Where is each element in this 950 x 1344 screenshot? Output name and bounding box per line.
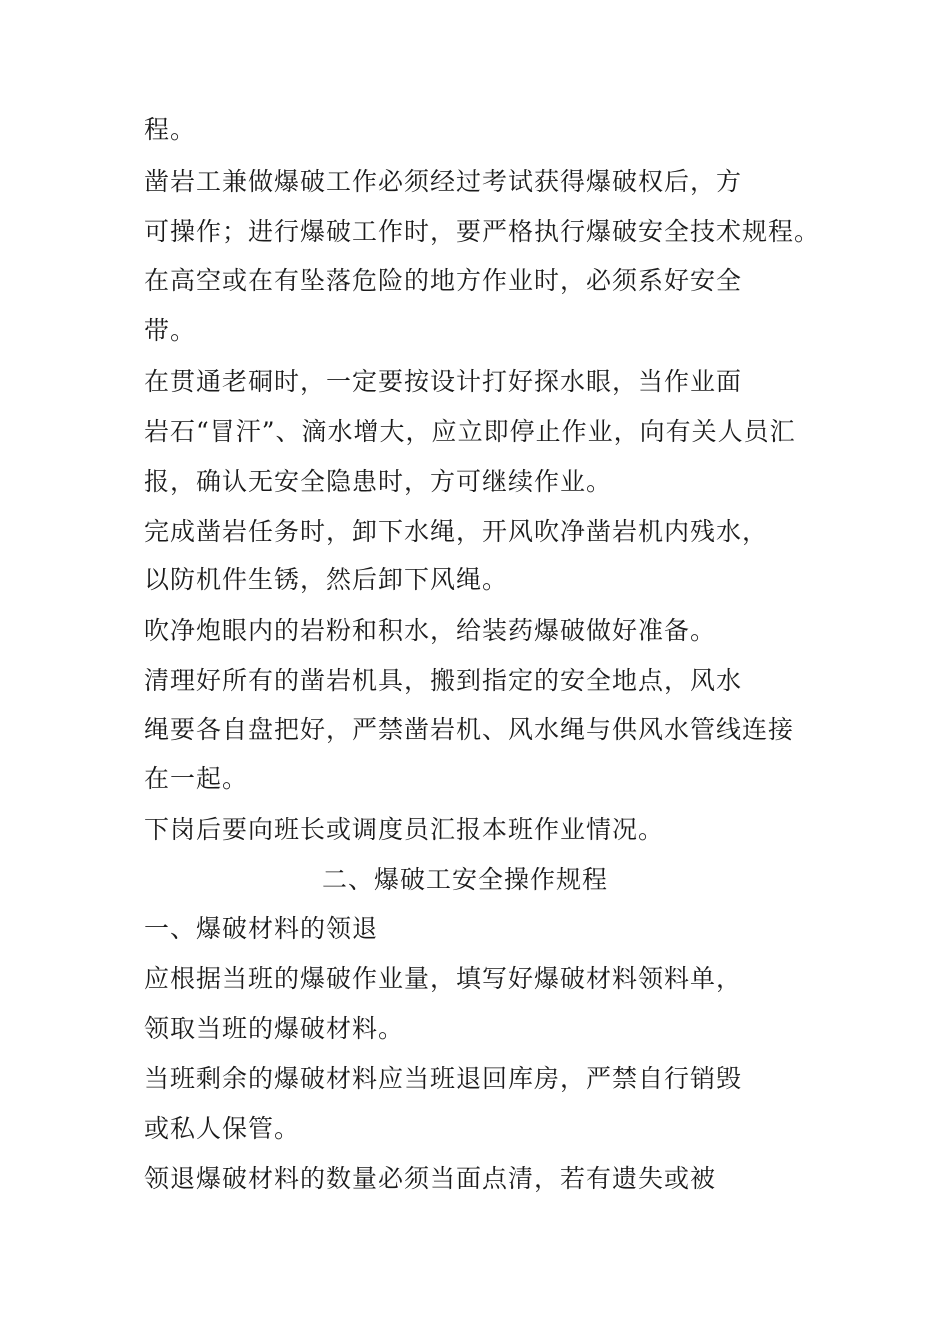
text-line: 在一起。	[144, 764, 249, 793]
text-line: 在高空或在有坠落危险的地方作业时，必须系好安全	[144, 266, 743, 295]
text-line: 应根据当班的爆破作业量，填写好爆破材料领料单，	[144, 964, 743, 993]
text-line: 完成凿岩任务时，卸下水绳，开风吹净凿岩机内残水，	[144, 517, 769, 546]
text-line: 可操作；进行爆破工作时，要严格执行爆破安全技术规程。	[144, 217, 821, 246]
text-line: 吹净炮眼内的岩粉和积水，给装药爆破做好准备。	[144, 616, 717, 645]
text-line: 程。	[144, 115, 197, 144]
text-line: 带。	[144, 316, 197, 345]
text-line: 岩石“冒汗”、滴水增大，应立即停止作业，向有关人员汇	[144, 417, 796, 446]
text-line: 绳要各自盘把好，严禁凿岩机、风水绳与供风水管线连接	[144, 715, 795, 744]
text-line: 报，确认无安全隐患时，方可继续作业。	[144, 467, 613, 496]
text-line: 清理好所有的凿岩机具，搬到指定的安全地点，风水	[144, 666, 743, 695]
text-line: 领取当班的爆破材料。	[144, 1014, 405, 1043]
subsection-heading: 一、爆破材料的领退	[144, 914, 379, 943]
text-line: 或私人保管。	[144, 1114, 301, 1143]
text-line: 凿岩工兼做爆破工作必须经过考试获得爆破权后，方	[144, 167, 743, 196]
text-line: 在贯通老硐时，一定要按设计打好探水眼，当作业面	[144, 367, 743, 396]
text-line: 以防机件生锈，然后卸下风绳。	[144, 565, 509, 594]
text-line: 当班剩余的爆破材料应当班退回库房，严禁自行销毁	[144, 1064, 743, 1093]
section-heading: 二、爆破工安全操作规程	[322, 865, 609, 894]
text-line: 下岗后要向班长或调度员汇报本班作业情况。	[144, 815, 665, 844]
text-line: 领退爆破材料的数量必须当面点清，若有遗失或被	[144, 1164, 717, 1193]
